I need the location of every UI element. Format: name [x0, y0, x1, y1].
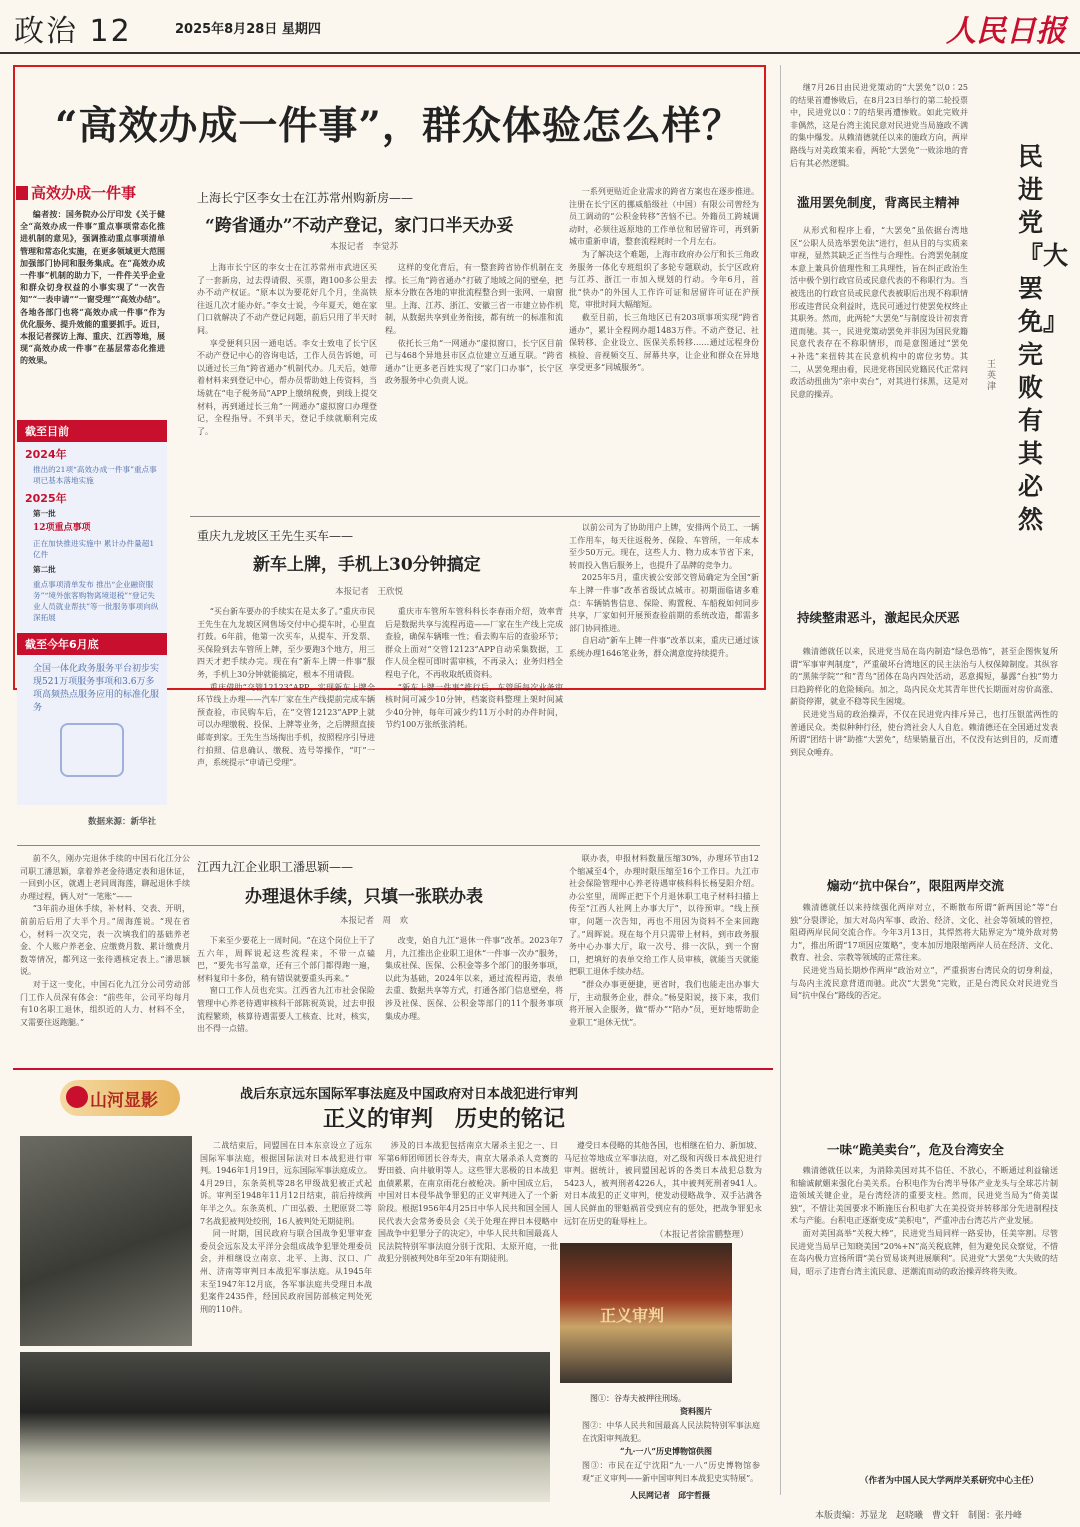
opinion-col-b: 赖清德就任以来，民进党当局在岛内制造“绿色恐怖”，甚至企图恢复所谓“军事审判制度”，严重破坏台湾地区的民主法治与人权保障制度。其纵容的“黑熊学院”“和”青鸟”团体在岛内四处活动，恶意揭短，暴露“台独”势力日趋跨样化的危险倾向。加之，岛内民众尤其青年世代长期面对房价高涨、薪资停滞，就业不稳等民生困境。 民进党当局的政治操弄，不仅在民进党内排斥异己，也打压银蓝两性的普通民众。类似种种行径，使台湾社会人人自危。赖清德还在全国通过发表所谓“团结十讲”助推“大罢免”，结果销量百出，不仅没有达到目的，反而遭到民众唾弃。: [790, 647, 1058, 757]
stats-infobox: [17, 420, 167, 805]
column-divider: [780, 65, 781, 1495]
story3-title: 办理退休手续，只填一张联办表: [245, 887, 483, 907]
divider: [17, 845, 760, 846]
batch-desc: 正在加快推进实施中 累计办件量超1亿件: [33, 539, 155, 559]
opinion-title: 民进党『大罢免』完败有其必然: [1018, 142, 1069, 534]
story2-col2: 重庆市车管所车管科科长李春雨介绍，效率背后是数据共享与流程再造——厂家在生产线上完成查验，确保车辆唯一性；看去购车后的查验环节；群众上面对“交管12123”APP自动采集数据，工作人员全程可即时需审核，不再录入；业务归档全程电子化，不再收取纸质资料。 “新车上牌一件事”推行后，车管所每次业务审核时间可减少10分钟，档案资料整理上架时间减少40分钟，每年可减少约11万小时的办件时间，节约100万张纸张消耗。: [385, 607, 563, 730]
story3-col3: 联办表，申报材料数量压缩30%，办理环节由12个缩减至4个，办理时限压缩至16个工作日。九江市社会保险管理中心养老待遇审核科科长杨旻阳介绍。办公室里，周晖正把下个月退休职工电子材料扫描上传至“江西人社网上办事大厅”，以待预审。“线上预审，问题一次告知，再也不用因为资料不全来回跑了。”周晖说。现在每个月只需带上材料，到市政务服务中心办事大厅，取一次号、排一次队，到一个窗口，把填好的表单交给工作人员审核，就能当天就能把职工退休手续办结。 “群众办事更便捷，更省时，我们也能走出办事大厅，主动服务企业，群众。”杨旻阳说，接下来，我们将开展入企服务，做“帮办”“陪办”员，更好地帮助企业职工“退休无忧”。: [569, 854, 759, 1027]
story1-col3: 一系列更贴近企业需求的跨省方案也在逐步推进。注册在长宁区的挪威船级社（中国）有限公司曾经为员工调动的“公积金转移”苦恼不已。外籍员工跨城调动时，必须往返原地的工作单位和居留许可，再到新城市重新申请，整套流程耗时一个月左右。 为了解决这个难题，上海市政府办公厅和长三角政务服务一体化专班组织了多轮专题联动，长宁区政府与江苏、浙江一市加入规划的行动。今年6月，首批“快办”的外国人工作许可证和居留许可证在沪预览，审批时间大幅缩短。 截至目前，长三角地区已有203项事项实现“跨省通办”，累计全程网办超1483万件。不动产登记、社保转移、企业设立、医保关系转移……通过远程身份核验、音视频交互、屏幕共享，让企业和群众在异地享受更多“同城服务”。: [569, 187, 759, 373]
story2-title: 新车上牌，手机上30分钟搞定: [253, 555, 481, 575]
exhibit-sign: 正义审判: [600, 1306, 665, 1325]
story2-col3: 以前公司为了协助用户上牌，安排两个员工、一辆工作用车，每天往返税务、保险、车管所，一年成本至少50万元。现在，这些人力、物力成本节省下来，转而投入售后服务上，也提升了品牌的竞争力。 2025年5月，重庆被公安部交管局确定为全国“新车上牌一件事”改革省级试点城市。初期面临诸多难点：车辆销售信息、保险、购置税、车船税如何同步共享，厂家如何开展预查验前期的系统改造，都需多部门协同推进。 自启动“新车上牌一件事”改革以来，重庆已通过该系统办理1646笔业务，群众满意度持续提升。: [569, 523, 759, 658]
batch-desc: 重点事项清单发布 推出“企业融资服务”“境外旅客购物离境退税”“登记失业人员就业帮扶”等一批服务事项向纵深拓展: [33, 580, 159, 622]
bottom-col3: 遵受日本侵略的其他各国，也相继在伯力、新加坡、马尼拉等地成立军事法庭，对乙级和丙级日本战犯进行审判。据统计，被同盟国起诉的各类日本战犯总数为5423人，被判刑者4226人，其中被判死刑者941人。对日本战犯的正义审判，使发动侵略战争、双手沾满各国人民鲜血的罪魁祸首受到应有的惩处，把战争罪犯永远钉在历史的耻辱柱上。: [564, 1141, 762, 1226]
story1-col2: 这样的变化背后，有一整套跨省协作机制在支撑。长三角“跨省通办”打破了地域之间的壁垒，把原本分散在各地的审批流程整合到一张网、一扇窗里。上海、江苏、浙江、安徽三省一市建立协作机制，从数据共享到业务衔接，都有统一的标准和流程。 依托长三角“一网通办”虚拟窗口，长宁区目前已与468个异地县市区点位建立互通互联。“跨省通办”让更多老百姓实现了“家门口办事”，长宁区政务服务中心负责人说。: [385, 263, 563, 386]
story3-subhead: 江西九江企业职工潘思颖——: [197, 860, 354, 874]
bottom-subhead: 战后东京远东国际军事法庭及中国政府对日本战犯进行审判: [240, 1087, 579, 1102]
caption-3: 图③：市民在辽宁沈阳“九·一八”历史博物馆参观“正义审判——新中国审判日本战犯史实特展”。: [582, 1461, 760, 1483]
opinion-subhead: 煽动“抗中保台”，限阻两岸交流: [827, 878, 1004, 893]
story2-byline: 本报记者 王欣悦: [335, 587, 404, 597]
year-label: 2024年: [25, 448, 67, 461]
infobox-stat: 全国一体化政务服务平台初步实现521万项服务事项和3.6万多项高频热点服务应用的标准化服务: [33, 664, 160, 713]
story1-title: “跨省通办”不动产登记，家门口半天办妥: [205, 216, 514, 236]
opinion-col-a: 从形式和程序上看，“大罢免”虽依据台湾地区“公职人员选举罢免法”进行，但从目的与实质来审视，显然其缺乏正当性与合理性。台湾罢免制度本意上兼具价值理性和工具理性，旨在纠正政治生活中极个别行政官员或民意代表的不称职行为。当被选出的行政官员或民意代表被职后出现不称职情形或违背民众利益时，选民可通过行使罢免权终止其职务。然而，此两轮“大罢免”与制度设计初衷背道而驰。其一，民进党策动罢免并非因为国民党籍民意代表存在不称职情形，而是意图通过“罢免+补选”来扭转其在民意机构中的席位劣势。其二，从罢免理由看，民进党将国民党籍民代正常问政活动扭曲为“亲中卖台”，对其进行抹黑，这是对民意的操弄。: [790, 226, 968, 399]
logo-r-icon: [16, 186, 28, 200]
infobox-item: 推出的21项“高效办成一件事”重点事项已基本落地实施: [33, 465, 157, 485]
author-credit: （作者为中国人民大学两岸关系研究中心主任）: [860, 1476, 1039, 1486]
caption-1-source: 资料图片: [680, 1406, 712, 1416]
story3-col2: 改变，始自九江“退休一件事”改革。2023年7月，九江推出企业职工退休“一件事一次办”服务，集成社保、医保、公积金等多个部门的服务事项，以此为基础，2024年以来，通过流程再造，表单去重、数据共享等方式，打通各部门信息壁垒，将涉及社保、医保、公积金等部门的11个服务事项集成办理。: [385, 936, 563, 1021]
photo-3: [560, 1243, 732, 1383]
editor-credit: （本报记者徐雷鹏整理）: [655, 1230, 749, 1240]
section-label: 政治 12: [14, 14, 132, 49]
opinion-subhead: 一味“跪美卖台”，危及台湾安全: [827, 1142, 1004, 1157]
editor-note: 编者按：国务院办公厅印发《关于健全“高效办成一件事”重点事项常态化推进机制的意见》，强调推动重点事项清单管理和常态化实施，在更多领域更大范围加强部门协同和服务集成。在“高效办成一件事”机制的助力下，一件件关乎企业和群众切身权益的小事实现了“一次告知”“一表申请”“一窗受理”“高效办结”。各地各部门也将“高效办成一件事”作为优化服务、提升效能的重要抓手。近日，本报记者探访上海、重庆、江西等地，展现“高效办成一件事”在基层常态化推进的效果。: [20, 209, 165, 366]
batch-title: 第二批: [33, 565, 56, 574]
newspaper-logo: 人民日报: [946, 14, 1066, 49]
caption-3-source: 人民网记者 邱宇哲摄: [630, 1490, 710, 1500]
infobox-head: 截至今年6月底: [17, 633, 167, 655]
feature-headline: “高效办成一件事”，群众体验怎么样？: [55, 103, 742, 149]
opinion-subhead: 持续整肃恶斗，激起民众厌恶: [797, 610, 960, 625]
batch-number: 12项重点事项: [33, 523, 91, 533]
batch-title: 第一批: [33, 509, 56, 518]
opinion-col-c: 赖清德就任以来持续强化两岸对立，不断散布所谓“新两国论”等“台独”分裂谬论，加大对岛内军事、政治、经济、文化、社会等领域的管控，阻碍两岸民间交流合作。今年3月13日，其悍然将大陆界定为“境外敌对势力”，推出所谓“17项因应策略”，变本加厉地限缩两岸人员在经济、文化、教育、社会、宗教等领域的正常往来。 民进党当局长期炒作两岸“政治对立”，严重损害台湾民众的切身利益，与岛内主流民意背道而驰。此次“大罢免”完败，正是台湾民众对民进党当局“抗中保台”路线的否定。: [790, 903, 1058, 1001]
opinion-col-d: 赖清德就任以来，为消除美国对其不信任、不放心，不断通过利益输送和输诚献媚来强化台美关系。台积电作为台湾半导体产业龙头与全球芯片制造领域关键企业，是台湾经济的重要支柱。然而，民进党当局为“倚美谋独”，不惜让美国要求不断施压台积电扩大在美投资并转移部分先进制程技术与产能。台积电正逐渐变成“美积电”，严重冲击台湾芯片产业发展。 面对美国高举“关税大棒”，民进党当局同样一路妥协，任美宰割。尽管民进党当局早已知晓美国“20%+N”高关税底牌，但为避免民众察觉，不惜在岛内极力宣扬所谓“美台贸易谈判进展顺利”。民进党“大罢免”大失败的结局，昭示了违背台湾主流民意、逆潮流而动的政治操弄终将失败。: [790, 1166, 1058, 1276]
infobox-head: 截至目前: [17, 420, 167, 442]
column-title: 高效办成一件事: [16, 182, 136, 203]
story2-subhead: 重庆九龙坡区王先生买车——: [197, 529, 354, 543]
bottom-col2: 涉及的日本战犯包括南京大屠杀主犯之一、日军第6师团师团长谷寿夫，南京大屠杀杀人竞赛的野田毅、向井敏明等人。这些罪大恶极的日本战犯血债累累，在南京雨花台被枪决。新中国成立后，中国对日本侵华战争罪犯的正义审判进入了一个新阶段。根据1956年4月25日中华人民共和国全国人民代表大会常务委员会《关于处理在押日本侵略中国战争中犯罪分子的决定》，中华人民共和国最高人民法院特别军事法庭分别于沈阳、太原开庭，一批战犯分别被判处8年至20年有期徒刑。: [378, 1141, 558, 1264]
photo-2: [20, 1352, 550, 1502]
bottom-col1: 二战结束后，同盟国在日本东京设立了远东国际军事法庭，根据国际法对日本战犯进行审判。1946年1月19日，远东国际军事法庭成立。4月29日，东条英机等28名甲级战犯被正式起诉。审判至1948年11月12日结束，前后持续两年半之久。东条英机、广田弘毅、土肥原贤二等7名战犯被判处绞刑，16人被判处无期徒刑。 同一时期，国民政府与联合国战争犯罪审查委员会远东及太平洋分会组成战争犯罪处理委员会，并相继设立南京、北平、上海、汉口、广州、济南等审判日本战犯军事法庭。从1945年末至1947年12月底，各军事法庭共受理日本战犯案件2435件，经国民政府国防部核定判处死刑的110件。: [200, 1141, 372, 1314]
photo-1: [20, 1136, 192, 1346]
story1-col1: 上海市长宁区的李女士在江苏常州市武进区买了一套新房，过去得请假、买票，跑100多公里去办不动产权证。“原本以为要花好几个月，坐高铁往返几次才能办好。”李女士说，今年夏天，她在家门口就解决了不动产登记问题，前后只用了半天时间。 享受便利只因一通电话。李女士致电了长宁区不动产登记中心的咨询电话，工作人员告诉她，可以通过长三角“跨省通办”机制代办。几天后，她带着材料来到登记中心，帮办员帮助她上传资料，当场就在“电子税务局”APP上缴纳税费，到线上提交材料，再到通过长三角“一网通办”虚拟窗口办理登记，全程指导。不到半天，登记手续就顺利完成了。: [197, 263, 377, 436]
caption-2: 图②：中华人民共和国最高人民法院特别军事法庭在沈阳审判战犯。: [582, 1421, 760, 1443]
story1-subhead: 上海长宁区李女士在江苏常州购新房——: [197, 191, 414, 205]
story3-col1: 下来至少要花上一周时间。“在这个岗位上干了五六年，周晖说起这些流程来，不带一点磕巴，“要先书写盖章，还有三个部门都得跑一遍，材料复印十多份，稍有错误就要重头再来。” 窗口工作人员也充实。江西省九江市社会保险管理中心养老待遇审核科干部陈祝英说，过去申报流程繁琐，核算待遇需要人工核查、比对，核实，出不得一点错。: [197, 936, 375, 1034]
story1-byline: 本报记者 李觉苏: [330, 242, 399, 252]
data-source: 数据来源：新华社: [88, 817, 157, 827]
page-editors: 本版责编：苏显龙 赵晓曦 曹文轩 制图：张丹峰: [815, 1511, 1023, 1521]
story2-col1: “买台新车要办的手续实在是太多了。”重庆市民王先生在九龙坡区网售场交付中心提车时，心里直打鼓。6年前，他第一次买车，从提车、开发票、买保险到去车管所上牌，至少要跑3个地方，用三四天才把手续办完。现在有“新车上牌一件事”服务，手机上30分钟就能搞定，根本不用请假。 重庆借助“交管12123”APP，实现新车上牌全环节线上办理——汽车厂家在生产线提前完成车辆预查验，市民购车后，在“交管12123”APP上就可以办理缴税、投保、上牌等业务，之后牌照直接邮寄到家。王先生当场掏出手机，按照程序引导进行拍照、信息确认、缴税、选号等操作，“叮”一声，系统提示“申请已受理”。: [197, 607, 375, 768]
page-header: [0, 0, 1080, 54]
column-badge: 山河显影: [90, 1091, 158, 1111]
year-label: 2025年: [25, 492, 67, 505]
thumbs-up-icon: [60, 723, 124, 777]
divider: [190, 516, 760, 517]
bottom-title: 正义的审判 历史的铭记: [323, 1106, 566, 1132]
right-lead: 继7月26日由民进党策动的“大罢免”以0∶25的结果首遭惨败后，在8月23日举行的第二轮投票中，民进党以0∶7的结果再遭惨败。如此完败并非偶然，这是台湾主流民意对民进党当局施政不满的集中爆发。从赖清德就任以来的施政方向，两岸路线与对美政策来看，两轮“大罢免”一败涂地的背后有其必然逻辑。: [790, 83, 968, 168]
caption-2-source: “九·一八”历史博物馆供图: [620, 1446, 712, 1456]
story3-col0: 前不久，刚办完退休手续的中国石化江分公司职工潘思颖，拿着养老金待遇定表和退休证，一回到小区，就遇上老同周海莲，聊起退休手续办理过程，俩人对“一笔账”—— “3年前办退休手续，补材料、交表、开明，前前后后用了大半个月。”周海莲说。“现在省心，材料一次交完，表一次填我们的基础养老金、个人账户养老金、应缴费月数、累计缴费月数等情况，都列这一张待遇核定表上。”潘思颖说。 对于这一变化，中国石化九江分公司劳动部门工作人员深有体会：“前些年，公司平均每月有10名职工退休，组织近的人力、材料不全，又需要往返跑腿。”: [20, 854, 190, 1027]
divider: [13, 1068, 773, 1070]
compass-icon: [66, 1086, 88, 1108]
caption-1: 图①：谷寿夫被押往刑场。: [590, 1394, 686, 1403]
opinion-subhead: 滥用罢免制度，背离民主精神: [797, 195, 960, 210]
story3-byline: 本报记者 周 欢: [340, 916, 409, 926]
opinion-author: 王英津: [987, 360, 997, 392]
issue-date: 2025年8月28日 星期四: [175, 22, 321, 37]
